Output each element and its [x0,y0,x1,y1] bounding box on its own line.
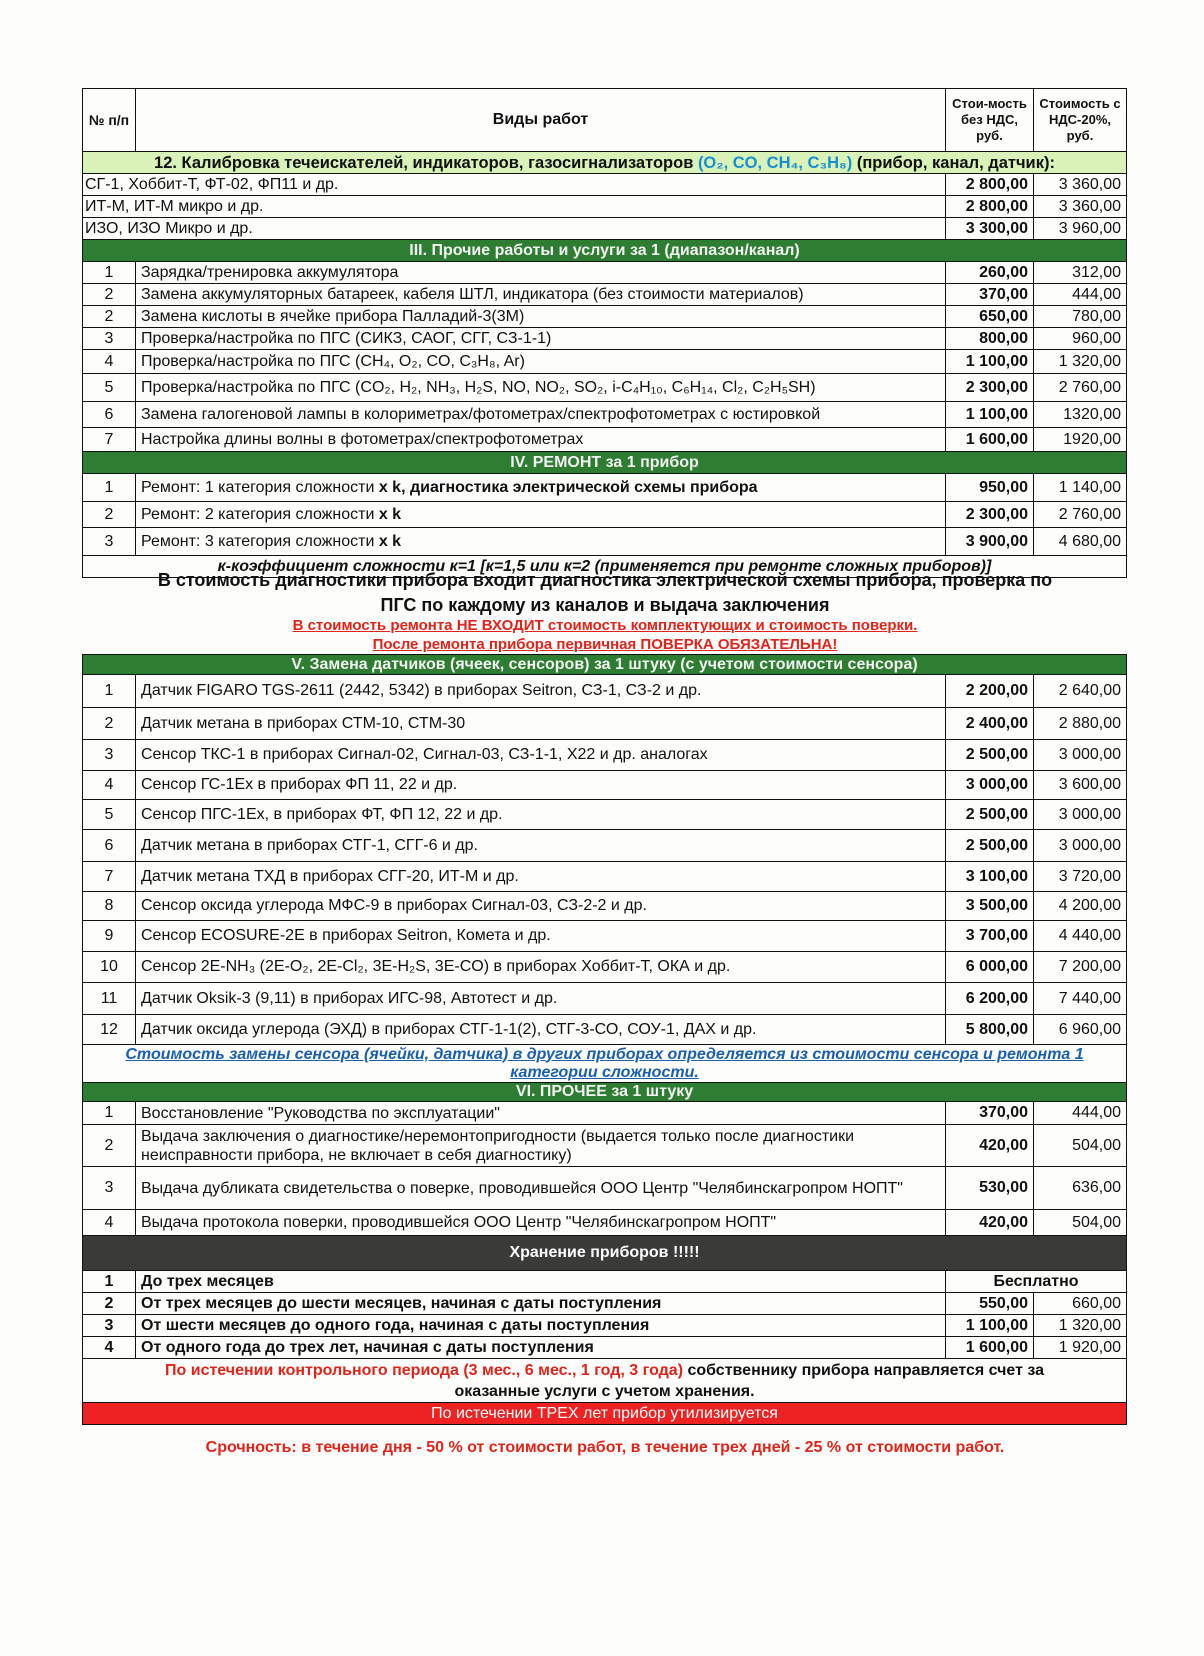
row-description-bold: x k [378,532,402,550]
price-with-vat: 2 760,00 [1034,374,1127,402]
row-number: 10 [83,952,136,983]
col-price-vat-header: Стоимость с НДС-20%, руб. [1034,89,1127,152]
row-number: 4 [83,350,136,374]
table-row [83,800,1127,830]
row-description [136,374,946,402]
row-number: 3 [83,528,136,556]
row-description [136,921,946,952]
row-number: 1 [83,1102,136,1125]
row-description [136,892,946,921]
row-number: 4 [83,1210,136,1236]
price-no-vat: 370,00 [946,1102,1034,1125]
row-description-bold: x k, диагностика электрической схемы прибора [378,478,758,496]
row-description [136,284,946,306]
price-with-vat: 1320,00 [1034,402,1127,428]
price-with-vat: 3 000,00 [1034,830,1127,862]
price-no-vat: 260,00 [946,262,1034,284]
table-row [83,402,1127,428]
price-no-vat: 1 100,00 [946,1315,1034,1337]
row-description-text: Сенсор ECOSURE-2E в приборах Seitron, Комета и др. [141,927,551,944]
price-no-vat: 6 000,00 [946,952,1034,983]
row-number: 11 [83,983,136,1015]
table-row [83,284,1127,306]
row-number: 4 [83,1337,136,1359]
price-no-vat: 420,00 [946,1125,1034,1167]
row-number: 1 [83,474,136,502]
disposal-banner: По истечении ТРЕХ лет прибор утилизируется [83,1403,1127,1425]
urgency-note: Срочность: в течение дня - 50 % от стоимости работ, в течение трех дней - 25 % от стоимости работ. [205,1439,1005,1456]
row-number: 3 [83,328,136,350]
row-description [136,675,946,708]
row-number: 3 [83,1315,136,1337]
price-with-vat: 660,00 [1034,1293,1127,1315]
price-no-vat: 1 100,00 [946,402,1034,428]
table-row [83,892,1127,921]
price-with-vat: 3 960,00 [1034,218,1127,240]
table-row [83,675,1127,708]
price-with-vat: 636,00 [1034,1167,1127,1210]
table-row [83,218,1127,240]
table-row [83,306,1127,328]
price-with-vat: 1 320,00 [1034,350,1127,374]
row-number: 2 [83,284,136,306]
table-row [83,196,1127,218]
table-row [83,708,1127,740]
row-number: 6 [83,402,136,428]
row-description-text: Датчик Oksik-3 (9,11) в приборах ИГС-98, Автотест и др. [141,989,558,1007]
price-with-vat: 4 440,00 [1034,921,1127,952]
row-description [136,1337,946,1359]
price-no-vat: 800,00 [946,328,1034,350]
row-number: 3 [83,1167,136,1210]
row-number: 2 [83,1293,136,1315]
table-row [83,428,1127,452]
price-with-vat: 2 880,00 [1034,708,1127,740]
price-no-vat: 370,00 [946,284,1034,306]
row-description-text: Сенсор ГС-1Ех в приборах ФП 11, 22 и др. [141,776,458,793]
diagnostics-note: В стоимость диагностики прибора входит диагностика электрической схемы прибора, проверка по ПГС по каждому из каналов и выдача заключения [157,570,1053,615]
row-number: 4 [83,771,136,800]
row-description [136,402,946,428]
row-description: СГ-1, Хоббит-Т, ФТ-02, ФП11 и др. [83,174,946,196]
section-4-title: IV. РЕМОНТ за 1 прибор [83,452,1127,474]
price-with-vat: 1920,00 [1034,428,1127,452]
table-row [83,921,1127,952]
table-row [83,1167,1127,1210]
sensor-note: Стоимость замены сенсора (ячейки, датчика) в других приборах определяется из стоимости сенсора и ремонта 1 категории сложности. [83,1045,1127,1083]
price-no-vat: 1 600,00 [946,1337,1034,1359]
price-no-vat: 2 500,00 [946,800,1034,830]
row-description [136,528,946,556]
price-no-vat: 3 000,00 [946,771,1034,800]
row-description [136,1167,946,1210]
price-with-vat: 504,00 [1034,1210,1127,1236]
row-number: 2 [83,1125,136,1167]
price-no-vat: 420,00 [946,1210,1034,1236]
price-no-vat: 2 300,00 [946,374,1034,402]
price-no-vat: 2 200,00 [946,675,1034,708]
price-with-vat: 444,00 [1034,1102,1127,1125]
row-description [136,1293,946,1315]
price-free: Бесплатно [946,1271,1127,1293]
section-6-title: VI. ПРОЧЕЕ за 1 штуку [83,1083,1127,1102]
table-row [83,862,1127,892]
row-number: 6 [83,830,136,862]
repair-warning: В стоимость ремонта НЕ ВХОДИТ стоимость комплектующих и стоимость поверки. После ремонта прибора первичная ПОВЕРКА ОБЯЗАТЕЛЬНА! [292,617,918,653]
row-description-text: Сенсор 2E-NH₃ (2E-O₂, 2E-Cl₂, 3E-H₂S, 3E-CO) в приборах Хоббит-Т, ОКА и др. [141,958,731,975]
price-table-main [82,88,1127,578]
price-with-vat: 3 360,00 [1034,196,1127,218]
row-description [136,771,946,800]
row-description-text: Ремонт: 2 категория сложности [141,505,379,523]
row-description: ИТ-М, ИТ-М микро и др. [83,196,946,218]
row-description-text: Датчик FIGARO TGS-2611 (2442, 5342) в приборах Seitron, СЗ-1, СЗ-2 и др. [141,682,702,699]
row-description-text: Сенсор оксида углерода МФС-9 в приборах Сигнал-03, СЗ-2-2 и др. [141,897,647,914]
price-with-vat: 960,00 [1034,328,1127,350]
row-description-text: Сенсор ТКС-1 в приборах Сигнал-02, Сигнал-03, СЗ-1-1, Х22 и др. аналогах [141,746,708,763]
table-row [83,1015,1127,1045]
price-no-vat: 650,00 [946,306,1034,328]
row-description [136,1102,946,1125]
row-description [136,830,946,862]
price-with-vat: 2 760,00 [1034,502,1127,528]
price-no-vat: 3 900,00 [946,528,1034,556]
price-with-vat: 1 140,00 [1034,474,1127,502]
row-number: 1 [83,675,136,708]
row-description-text: Датчик метана в приборах СТГ-1, СГГ-6 и др. [141,836,478,854]
row-description [136,502,946,528]
price-with-vat: 780,00 [1034,306,1127,328]
col-work-header: Виды работ [136,89,946,152]
price-no-vat: 3 700,00 [946,921,1034,952]
row-description [136,1015,946,1045]
table-row [83,262,1127,284]
row-description-text: Датчик метана ТХД в приборах СГГ-20, ИТ-М и др. [141,867,519,885]
row-description-text: Зарядка/тренировка аккумулятора [141,263,399,281]
price-no-vat: 3 300,00 [946,218,1034,240]
row-number: 8 [83,892,136,921]
row-description [136,306,946,328]
table-row [83,952,1127,983]
table-row [83,350,1127,374]
table-row [83,502,1127,528]
row-description-text: До трех месяцев [141,1272,274,1290]
table-row [83,528,1127,556]
price-no-vat: 2 400,00 [946,708,1034,740]
price-with-vat: 444,00 [1034,284,1127,306]
table-row [83,474,1127,502]
row-number: 2 [83,306,136,328]
price-no-vat: 3 100,00 [946,862,1034,892]
row-description-text: От трех месяцев до шести месяцев, начиная с даты поступления [141,1294,662,1312]
row-description [136,262,946,284]
row-description [136,350,946,374]
row-description [136,983,946,1015]
price-no-vat: 6 200,00 [946,983,1034,1015]
row-description-text: Восстановление "Руководства по эксплуатации" [141,1104,500,1122]
row-description [136,1271,946,1293]
row-number: 5 [83,374,136,402]
table-row [83,983,1127,1015]
price-with-vat: 312,00 [1034,262,1127,284]
price-no-vat: 2 500,00 [946,830,1034,862]
table-row [83,830,1127,862]
price-with-vat: 7 440,00 [1034,983,1127,1015]
row-description-text: От шести месяцев до одного года, начиная с даты поступления [141,1316,650,1334]
section-12-title: 12. Калибровка течеискателей, индикаторов, газосигнализаторов (O₂, CO, CH₄, C₃H₈) (прибор, канал, датчик): [83,152,1127,174]
price-no-vat: 2 500,00 [946,740,1034,771]
storage-note: По истечении контрольного периода (3 мес., 6 мес., 1 год, 3 года) собственнику прибора направляется счет за оказанные услуги с учетом хранения. [83,1359,1127,1403]
row-description [136,800,946,830]
row-description: ИЗО, ИЗО Микро и др. [83,218,946,240]
row-number: 7 [83,862,136,892]
storage-title: Хранение приборов !!!!! [83,1236,1127,1271]
row-description [136,1125,946,1167]
row-description-text: Проверка/настройка по ПГС (CH₄, O₂, CO, C₃H₈, Ar) [141,352,525,370]
price-no-vat: 5 800,00 [946,1015,1034,1045]
row-number: 3 [83,740,136,771]
row-description [136,708,946,740]
row-description-text: От одного года до трех лет, начиная с даты поступления [141,1338,594,1356]
price-with-vat: 2 640,00 [1034,675,1127,708]
price-with-vat: 504,00 [1034,1125,1127,1167]
row-number: 2 [83,708,136,740]
row-description [136,474,946,502]
price-no-vat: 2 300,00 [946,502,1034,528]
row-description-text: Проверка/настройка по ПГС (СИКЗ, САОГ, СГГ, СЗ-1-1) [141,329,552,347]
row-description [136,952,946,983]
row-number: 2 [83,502,136,528]
row-description-text: Выдача дубликата свидетельства о поверке, проводившейся ООО Центр "Челябинскагропром НОПТ" [141,1179,903,1197]
row-number: 9 [83,921,136,952]
row-description-text: Сенсор ПГС-1Ех, в приборах ФТ, ФП 12, 22 и др. [141,805,503,823]
row-description-text: Датчик метана в приборах СТМ-10, СТМ-30 [141,714,466,732]
table-row [83,1210,1127,1236]
price-no-vat: 950,00 [946,474,1034,502]
row-description-text: Замена кислоты в ячейке прибора Палладий-3(3М) [141,307,525,325]
table-row [83,174,1127,196]
row-number: 5 [83,800,136,830]
price-with-vat: 3 000,00 [1034,800,1127,830]
price-with-vat: 7 200,00 [1034,952,1127,983]
row-description [136,428,946,452]
price-with-vat: 4 200,00 [1034,892,1127,921]
row-description-text: Проверка/настройка по ПГС (CO₂, H₂, NH₃, H₂S, NO, NO₂, SO₂, i-C₄H₁₀, C₆H₁₄, Cl₂, C₂H₅SH) [141,378,816,396]
table-row [83,1337,1127,1359]
row-description-text: Настройка длины волны в фотометрах/спектрофотометрах [141,430,584,448]
col-price-header: Стои-мость без НДС, руб. [946,89,1034,152]
table-row [83,771,1127,800]
price-with-vat: 3 000,00 [1034,740,1127,771]
row-description-text: Замена галогеновой лампы в колориметрах/фотометрах/спектрофотометрах с юстировкой [141,405,821,423]
price-no-vat: 2 800,00 [946,196,1034,218]
row-description [136,1315,946,1337]
col-num-header: № п/п [83,89,136,152]
price-with-vat: 3 360,00 [1034,174,1127,196]
price-no-vat: 3 500,00 [946,892,1034,921]
table-row [83,1271,1127,1293]
price-no-vat: 530,00 [946,1167,1034,1210]
row-description-text: Датчик оксида углерода (ЭХД) в приборах СТГ-1-1(2), СТГ-3-СО, СОУ-1, ДАХ и др. [141,1020,757,1038]
row-description-bold: x k [378,505,402,523]
price-with-vat: 3 600,00 [1034,771,1127,800]
price-with-vat: 6 960,00 [1034,1015,1127,1045]
row-number: 12 [83,1015,136,1045]
price-with-vat: 4 680,00 [1034,528,1127,556]
price-no-vat: 2 800,00 [946,174,1034,196]
row-description [136,1210,946,1236]
table-row [83,1315,1127,1337]
row-description-text: Замена аккумуляторных батареек, кабеля ШТЛ, индикатора (без стоимости материалов) [141,285,804,303]
price-with-vat: 3 720,00 [1034,862,1127,892]
table-row [83,1125,1127,1167]
row-description [136,862,946,892]
row-description-text: Выдача заключения о диагностике/неремонтопригодности (выдается только после диагностики неисправности прибора, не включает в себя диагностику) [141,1127,855,1164]
price-with-vat: 1 920,00 [1034,1337,1127,1359]
table-row [83,1293,1127,1315]
table-row [83,328,1127,350]
section-3-title: III. Прочие работы и услуги за 1 (диапазон/канал) [83,240,1127,262]
row-description-text: Выдача протокола поверки, проводившейся ООО Центр "Челябинскагропром НОПТ" [141,1214,777,1231]
row-description [136,740,946,771]
row-description-text: Ремонт: 3 категория сложности [141,532,379,550]
coefficient-note: к-коэффициент сложности к=1 [к=1,5 или к=2 (применяется при ремонте сложных приборов)] [83,556,1127,578]
table-row [83,374,1127,402]
row-description [136,328,946,350]
price-no-vat: 1 100,00 [946,350,1034,374]
price-with-vat: 1 320,00 [1034,1315,1127,1337]
row-number: 1 [83,262,136,284]
section-5-title: V. Замена датчиков (ячеек, сенсоров) за 1 штуку (с учетом стоимости сенсора) [83,655,1127,675]
price-table-sensors [82,654,1127,1425]
row-number: 1 [83,1271,136,1293]
table-row [83,740,1127,771]
price-no-vat: 550,00 [946,1293,1034,1315]
table-row [83,1102,1127,1125]
row-description-text: Ремонт: 1 категория сложности [141,478,379,496]
row-number: 7 [83,428,136,452]
price-no-vat: 1 600,00 [946,428,1034,452]
